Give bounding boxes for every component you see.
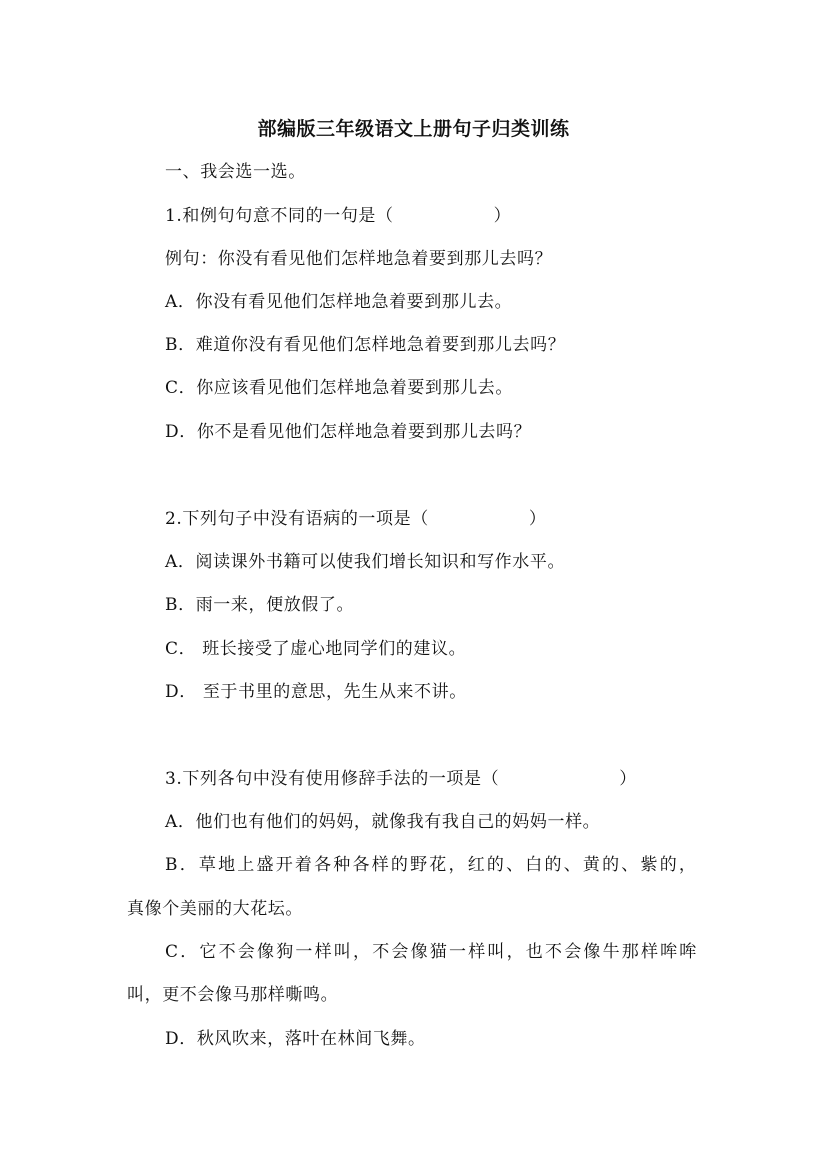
- question-1-stem-text: 1.和例句句意不同的一句是（: [165, 206, 394, 226]
- question-3-option-b-line-1: B．草地上盛开着各种各样的野花，红的、白的、黄的、紫的，: [165, 855, 699, 875]
- question-3-option-c-line-1: C．它不会像狗一样叫，不会像猫一样叫，也不会像牛那样哞哞: [165, 942, 699, 962]
- question-1-option-b: B．难道你没有看见他们怎样地急着要到那儿去吗？: [165, 335, 566, 355]
- question-3-stem: [165, 768, 637, 790]
- question-2-option-b: B．雨一来，便放假了。: [165, 595, 355, 615]
- question-3-option-c-line-2: 叫，更不会像马那样嘶鸣。: [127, 985, 339, 1005]
- question-2-stem: [165, 508, 546, 530]
- question-3-close-paren: ）: [619, 769, 637, 789]
- question-2-close-paren: ）: [528, 509, 547, 529]
- question-2-option-d: D． 至于书里的意思，先生从来不讲。: [165, 682, 467, 702]
- question-3-stem-text: 3.下列各句中没有使用修辞手法的一项是（: [165, 769, 500, 789]
- question-1-close-paren: ）: [493, 206, 512, 226]
- section-heading: 一、我会选一选。: [165, 162, 306, 182]
- question-1-example: 例句：你没有看见他们怎样地急着要到那儿去吗？: [165, 249, 553, 269]
- question-3-option-a: A．他们也有他们的妈妈，就像我有我自己的妈妈一样。: [165, 812, 601, 832]
- question-2-option-c: C． 班长接受了虚心地同学们的建议。: [165, 639, 467, 659]
- question-1-option-a: A．你没有看见他们怎样地急着要到那儿去。: [165, 292, 513, 312]
- question-3-option-b-line-2: 真像个美丽的大花坛。: [127, 899, 303, 919]
- question-2-stem-text: 2.下列句子中没有语病的一项是（: [165, 509, 429, 529]
- page-title: 部编版三年级语文上册句子归类训练: [257, 118, 570, 140]
- question-1-option-d: D．你不是看见他们怎样地急着要到那儿去吗？: [165, 422, 532, 442]
- question-1-option-c: C．你应该看见他们怎样地急着要到那儿去。: [165, 378, 514, 398]
- question-2-option-a: A．阅读课外书籍可以使我们增长知识和写作水平。: [165, 552, 566, 572]
- question-3-option-d: D．秋风吹来，落叶在林间飞舞。: [165, 1029, 426, 1049]
- question-1-stem: [165, 205, 511, 227]
